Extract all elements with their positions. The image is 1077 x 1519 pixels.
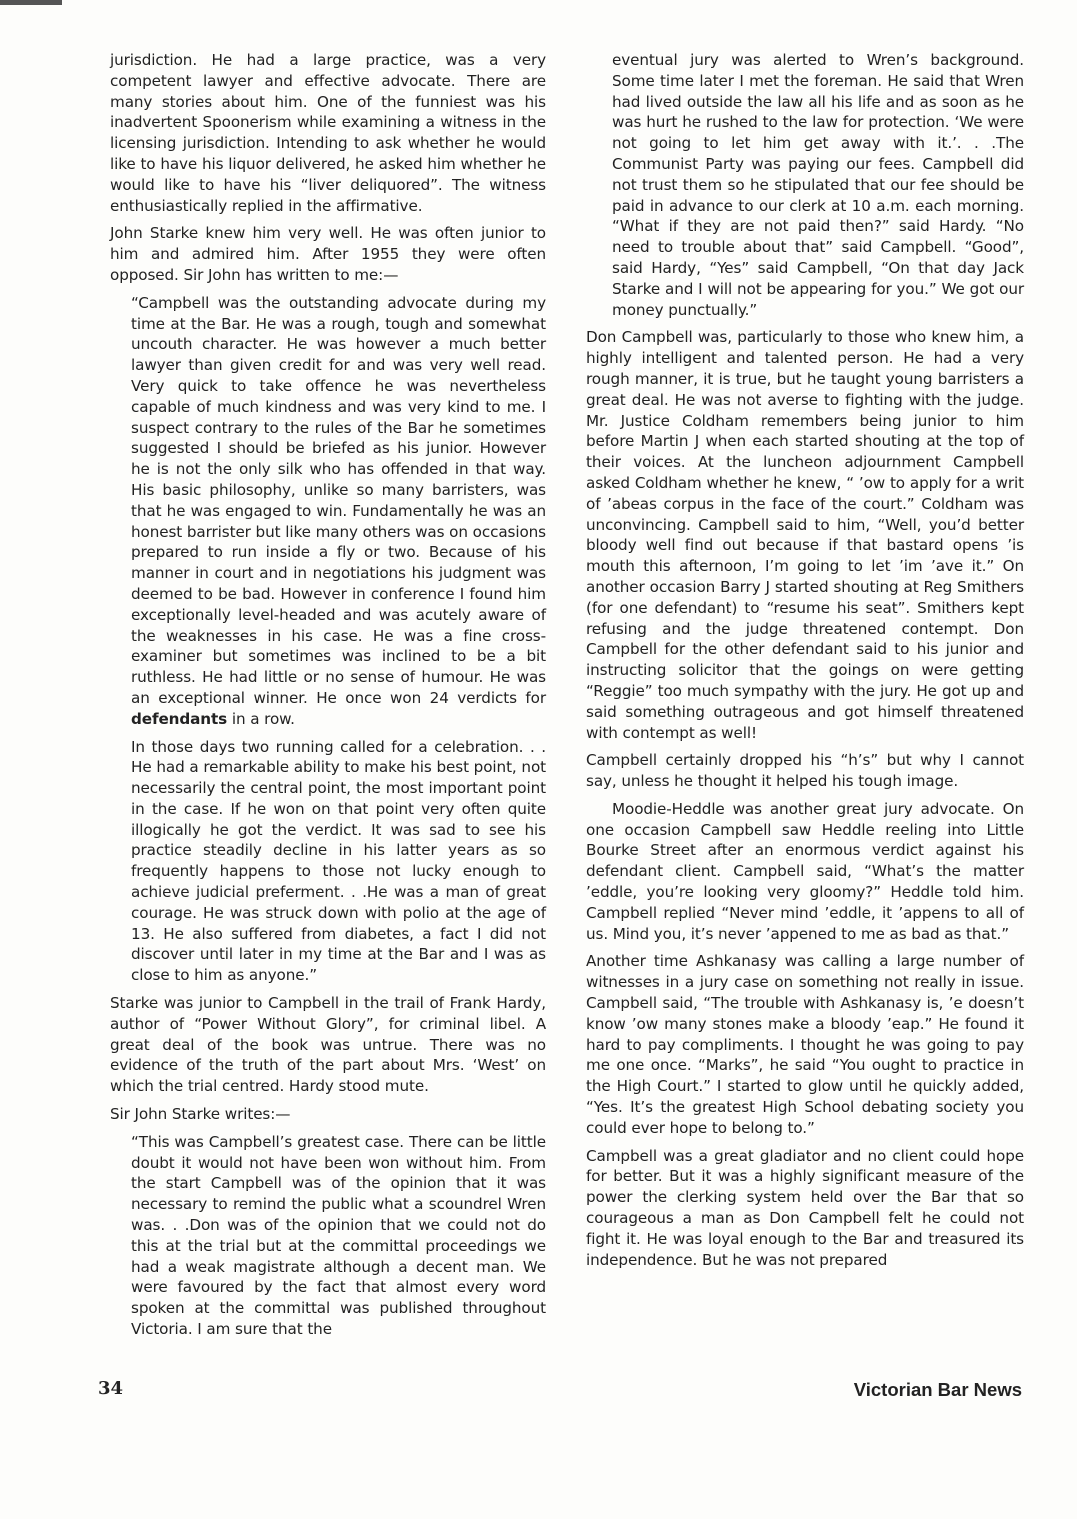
quote-paragraph: In those days two running called for a celebration. . . He had a remarkable ability to make his best point, not necessarily the central point, the most important point in the case. If he won on that point very often quite illogically he got the verdict. It was sad to see his practice steadily decline in his latter years as so frequently happens to those not lucky enough to achieve judicial preferment. . .He was a man of great courage. He was struck down with polio at the age of 13. He also suffered from diabetes, a fact I did not discover until later in my time at the Bar and I was as close to him as anyone.” <box>131 737 546 985</box>
publication-title: Victorian Bar News <box>853 1379 1022 1400</box>
paragraph: Campbell certainly dropped his “h’s” but why I cannot say, unless he thought it helped his tough image. <box>586 751 1024 791</box>
left-column <box>110 50 546 1347</box>
paragraph: Moodie-Heddle was another great jury advocate. On one occasion Campbell saw Heddle reeling into Little Bourke Street after an enormous verdict against his defendant client. Campbell said, “What’s the matter ’eddle, you’re looking very gloomy?” Heddle told him. Campbell replied “Never mind ’eddle, it ’appens to all of us. Mind you, it’s never ’appened to me as bad as that.” <box>586 799 1024 943</box>
paragraph: Starke was junior to Campbell in the trail of Frank Hardy, author of “Power Without Glory”, for criminal libel. A great deal of the book was untrue. There was no evidence of the truth of the part about Mrs. ‘West’ on which the trial centred. Hardy stood mute. <box>110 994 546 1096</box>
paragraph: jurisdiction. He had a large practice, was a very competent lawyer and effective advocate. There are many stories about him. One of the funniest was his inadvertent Spoonerism while examining a witness in the licensing jurisdiction. Intending to ask whether he would like to have his liquor delivered, he asked him whether he would like to have his “liver deliquored”. The witness enthusiastically replied in the affirmative. <box>110 51 546 215</box>
paragraph: Another time Ashkanasy was calling a large number of witnesses in a jury case on something not really in issue. Campbell said, “The trouble with Ashkanasy is, ’e doesn’t know ’ow many stones make a bloody ’eap.” He found it hard to pay compliments. I thought he was going to pay me one once. “Marks”, he said “You ought to practice in the High Court.” I started to glow until he quickly added, “Yes. It’s the greatest High School debating society you could ever hope to belong to.” <box>586 952 1024 1137</box>
quote-paragraph: “Campbell was the outstanding advocate during my time at the Bar. He was a rough, tough and somewhat uncouth character. He was however a much better lawyer than given credit for and was very well read. Very quick to take offence he was nevertheless capable of much kindness and was very kind to me. I suspect contrary to the rules of the Bar he sometimes suggested I should be briefed as his junior. However he is not the only silk who has offended in that way. His basic philosophy, unlike so many barristers, was that he was engaged to win. Fundamentally he was an honest barrister but like many others was on occasions prepared to run inside a fly or two. Because of his manner in court and in negotiations his judgment was deemed to be bad. However in conference I found him exceptionally level-headed and was acutely aware of the weaknesses in his case. He was a fine cross-examiner but sometimes was inclined to be a bit ruthless. He had little or no sense of humour. He was an exceptional winner. He once won 24 verdicts for defendants in a row. <box>131 293 546 728</box>
paragraph: John Starke knew him very well. He was often junior to him and admired him. After 1955 they were often opposed. Sir John has written to me:— <box>110 224 546 284</box>
emphasis: defendants <box>131 709 228 728</box>
paragraph: Sir John Starke writes:— <box>110 1105 291 1124</box>
paragraph: Don Campbell was, particularly to those who knew him, a highly intelligent and talented person. He had a very rough manner, it is true, but he taught young barristers a great deal. He was not averse to fighting with the judge. Mr. Justice Coldham remembers being junior to him before Martin J when each started shouting at the top of their voices. At the luncheon adjournment Campbell asked Coldham whether he knew, “ ’ow to apply for a writ of ’abeas corpus in the face of the court.” Coldham was unconvincing. Campbell said to him, “Well, you’d better bloody well find out because if that bastard opens ’is mouth this afternoon, I’m going to let ’im ’ave it.” On another occasion Barry J started shouting at Reg Smithers (for one defendant) to “resume his seat”. Smithers kept refusing and the judge threatened contempt. Don Campbell for the other defendant said to his junior and instructing solicitor that the goings on were getting “Reggie” too much sympathy with the jury. He got up and said something outrageous and got himself threatened with contempt as well! <box>586 328 1024 742</box>
quote-paragraph: “This was Campbell’s greatest case. There can be little doubt it would not have been won without him. From the start Campbell was of the opinion that it was necessary to remind the public what a scoundrel Wren was. . .Don was of the opinion that we could not do this at the trial but at the committal proceedings we had a weak magistrate although a decent man. We were favoured by the fact that almost every word spoken at the committal was published throughout Victoria. I am sure that the <box>131 1132 546 1339</box>
paragraph: Campbell was a great gladiator and no client could hope for better. But it was a highly significant measure of the power the clerking system held over the Bar that so courageous a man as Don Campbell felt he could not fight it. He was loyal enough to the Bar and treasured its independence. But he was not prepared <box>586 1146 1024 1269</box>
paragraph: eventual jury was alerted to Wren’s background. Some time later I met the foreman. He said that Wren had lived outside the law all his life and as soon as he was hurt he rushed to the law for protection. ‘We were not going to let him get away with it.’. . .The Communist Party was paying our fees. Campbell did not trust them so he stipulated that our fee should be paid in advance to our clerk at 10 a.m. each morning. “What if they are not paid then?” said Hardy. “No need to trouble about that” said Campbell. “Good”, said Hardy, “Yes” said Campbell, “On that day Jack Starke and I will not be appearing for you.” We got our money punctually.” <box>612 51 1024 319</box>
page-number: 34 <box>98 1378 124 1399</box>
right-column <box>586 50 1024 1277</box>
scan-edge-mark <box>0 0 62 5</box>
